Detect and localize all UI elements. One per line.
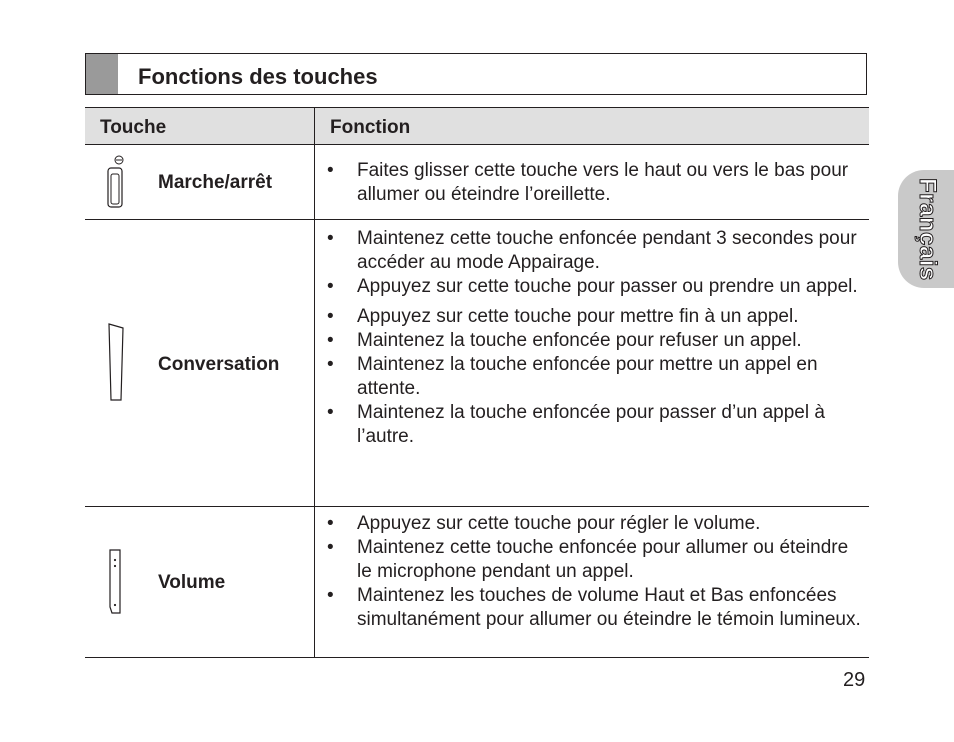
power-switch-icon [103, 155, 127, 213]
bullet: • [327, 402, 334, 423]
list-item-text: Appuyez sur cette touche pour passer ou prendre un appel. [357, 276, 858, 297]
column-divider [314, 220, 315, 506]
table-row-talk [85, 220, 869, 507]
list-item-text: Maintenez la touche enfoncée pour refuser un appel. [357, 330, 802, 351]
list-item-text: Appuyez sur cette touche pour régler le volume. [357, 513, 761, 534]
list-item-text: Faites glisser cette touche vers le haut ou vers le bas pour allumer ou éteindre l’oreillette. [357, 160, 849, 205]
bullet: • [327, 354, 334, 375]
column-divider [314, 145, 315, 219]
volume-button-icon [103, 547, 127, 619]
function-list-power [323, 159, 863, 207]
list-item [323, 305, 863, 329]
page-number: 29 [843, 669, 866, 691]
key-label-talk: Conversation [158, 354, 280, 375]
talk-button-icon [103, 322, 127, 404]
list-item [323, 275, 863, 299]
bullet: • [327, 513, 334, 534]
list-item [323, 353, 863, 401]
bullet: • [327, 537, 334, 558]
key-label-volume: Volume [158, 572, 226, 593]
list-item [323, 536, 863, 584]
list-item [323, 227, 863, 275]
list-item-text: Maintenez cette touche enfoncée pour allumer ou éteindre le microphone pendant un appel. [357, 537, 849, 582]
table-row-power [85, 145, 869, 220]
header-fonction: Fonction [330, 117, 411, 138]
list-item [323, 159, 863, 207]
table-header [85, 107, 869, 145]
list-item-text: Appuyez sur cette touche pour mettre fin à un appel. [357, 306, 799, 327]
section-header-tab [86, 54, 118, 94]
bullet: • [327, 306, 334, 327]
table-row-volume [85, 507, 869, 658]
column-divider [314, 108, 315, 144]
bullet: • [327, 585, 334, 606]
language-side-tab [898, 170, 954, 288]
bullet: • [327, 160, 334, 181]
column-divider [314, 507, 315, 657]
section-header [85, 53, 867, 95]
bullet: • [327, 330, 334, 351]
list-item [323, 329, 863, 353]
list-item [323, 512, 863, 536]
list-item-text: Maintenez la touche enfoncée pour mettre un appel en attente. [357, 354, 818, 399]
bullet: • [327, 228, 334, 249]
function-list-talk [323, 227, 863, 449]
list-item [323, 584, 863, 632]
bullet: • [327, 276, 334, 297]
language-label: Français [914, 177, 941, 281]
key-label-power: Marche/arrêt [158, 172, 273, 193]
functions-table [85, 107, 869, 658]
list-item [323, 401, 863, 449]
section-title: Fonctions des touches [138, 64, 378, 89]
list-item-text: Maintenez les touches de volume Haut et Bas enfoncées simultanément pour allumer ou éteindre le témoin lumineux. [357, 585, 861, 630]
list-item-text: Maintenez la touche enfoncée pour passer d’un appel à l’autre. [357, 402, 825, 447]
function-list-volume [323, 512, 863, 632]
header-touche: Touche [100, 117, 167, 138]
list-item-text: Maintenez cette touche enfoncée pendant 3 secondes pour accéder au mode Appairage. [357, 228, 857, 273]
